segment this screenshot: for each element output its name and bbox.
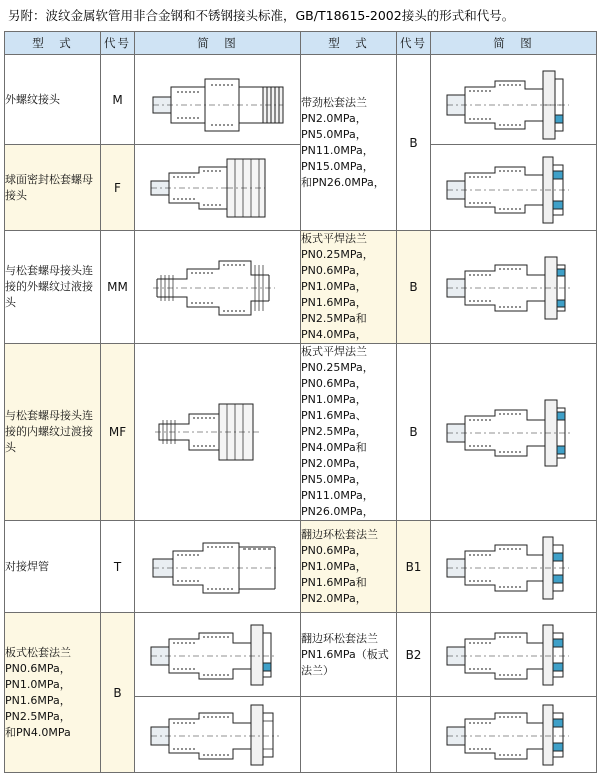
figure-plate-welding-flange [431,231,597,344]
figure-lap-joint-flange-2 [431,613,597,697]
type-name-m: 外螺纹接头 [5,55,101,145]
header-type-left: 型 式 [5,32,101,55]
header-code-right: 代号 [397,32,431,55]
type-code-plate-weld-flange-2: B [397,344,431,521]
table-row [5,55,597,145]
figure-spherical-seal-union-nut [135,145,301,231]
type-code-plate-loose-flange: B [101,613,135,773]
type-name-plate-loose-flange: 板式松套法兰 PN0.6MPa，PN1.0MPa， PN1.6MPa，PN2.5MPa， 和PN4.0MPa [5,613,101,773]
type-code-t: T [101,521,135,613]
type-code-lap-flange-b2: B2 [397,613,431,697]
type-name-plate-weld-flange-2: 板式平焊法兰 PN0.25MPa，PN0.6MPa， PN1.0MPa，PN1.6MPa、 PN2.5MPa，PN4.0MPa和 PN2.0MPa，PN5.0MPa， PN11.0MPa，PN26.0MPa， [301,344,397,521]
figure-threaded-male-connector [135,55,301,145]
figure-ribbed-loose-flange [431,55,597,145]
type-name-lap-flange-b2: 翻边环松套法兰 PN1.6MPa（板式法兰） [301,613,397,697]
type-name-mm: 与松套螺母接头连接的外螺纹过液接头 [5,231,101,344]
type-name-t: 对接焊管 [5,521,101,613]
header-figure-left: 简 图 [135,32,301,55]
type-name-mf: 与松套螺母接头连接的内螺纹过渡接头 [5,344,101,521]
type-name-ribbed-flange: 带劲松套法兰 PN2.0MPa，PN5.0MPa， PN11.0MPa，PN15.0MPa， 和PN26.0MPa， [301,55,397,231]
figure-plate-welding-flange-2 [431,344,597,521]
type-code-lap-flange-b1: B1 [397,521,431,613]
table-row [5,231,597,344]
figure-ribbed-loose-flange-2 [431,145,597,231]
header-type-right: 型 式 [301,32,397,55]
type-code-m: M [101,55,135,145]
type-code-mm: MM [101,231,135,344]
type-code-spacer [397,697,431,773]
connector-types-table [4,31,597,773]
figure-plate-loose-flange [135,613,301,697]
type-code-ribbed-flange: B [397,55,431,231]
header-code-left: 代号 [101,32,135,55]
table-row [5,344,597,521]
figure-lap-joint-flange-3 [431,697,597,773]
figure-butt-weld-pipe [135,521,301,613]
type-code-mf: MF [101,344,135,521]
figure-female-thread-transition [135,344,301,521]
page-title: 另附：波纹金属软管用非合金钢和不锈钢接头标准，GB/T18615-2002接头的形式和代号。 [8,8,515,23]
figure-lap-joint-flange [431,521,597,613]
header-figure-right: 简 图 [431,32,597,55]
type-name-f: 球面密封松套螺母接头 [5,145,101,231]
type-code-f: F [101,145,135,231]
type-name-lap-flange-b1: 翻边环松套法兰 PN0.6MPa，PN1.0MPa， PN1.6MPa和PN2.0MPa， [301,521,397,613]
type-code-plate-weld-flange: B [397,231,431,344]
type-name-spacer [301,697,397,773]
table-row [5,521,597,613]
type-name-plate-weld-flange: 板式平焊法兰 PN0.25MPa，PN0.6MPa， PN1.0MPa，PN1.6MPa， PN2.5MPa和PN4.0MPa， [301,231,397,344]
table-header-row [5,32,597,55]
table-row [5,613,597,697]
figure-plate-loose-flange-2 [135,697,301,773]
figure-male-thread-transition [135,231,301,344]
